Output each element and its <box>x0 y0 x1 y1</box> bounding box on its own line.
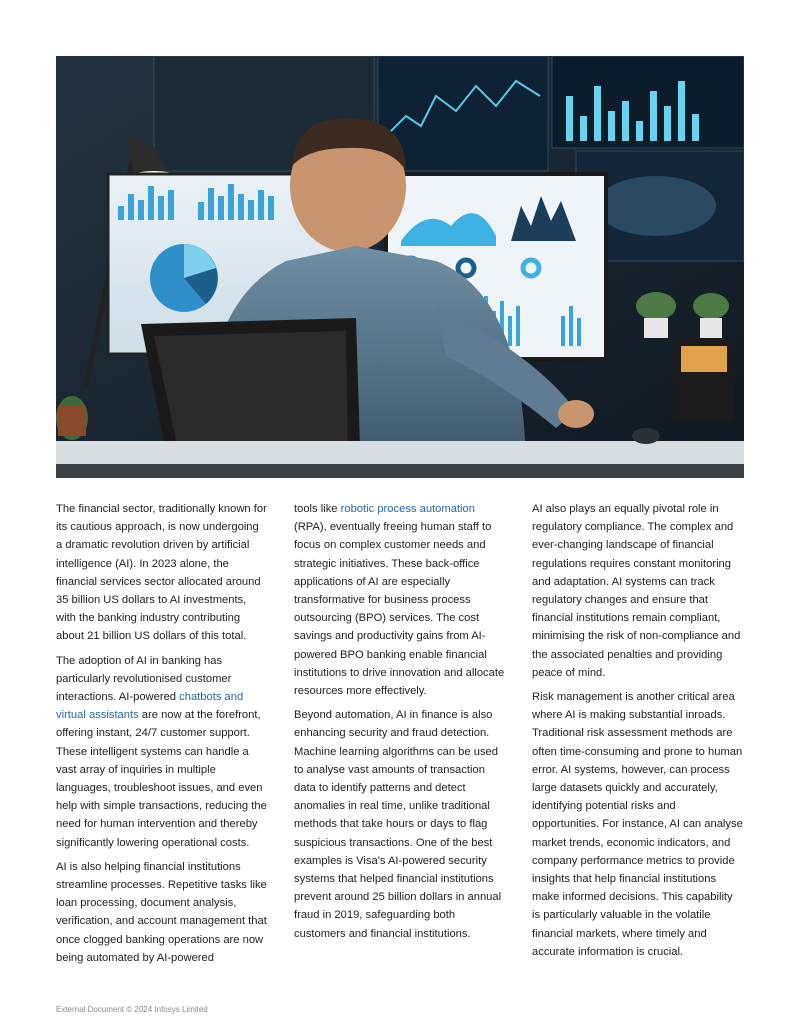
paragraph <box>56 858 267 967</box>
paragraph-text: The financial sector, traditionally known for its cautious approach, is now undergoing a dramatic revolution driven by artificial intelligence (AI). In 2023 alone, the financial services sector allocated around 35 billion US dollars to AI investments, with the banking industry contributing about 21 billion US dollars of this total. <box>56 503 267 643</box>
paragraph-text: Risk management is another critical area where AI is making substantial inroads. Traditional risk assessment methods are often time-consuming and prone to human error. AI systems, however, can process large datasets quickly and accurately, identifying potential risks and opportunities. For instance, AI can analyse market trends, economic indicators, and company performance metrics to provide insights that help financial institutions make informed decisions. This capability is particularly valuable in the volatile financial markets, where timely and accurate information is crucial. <box>532 691 743 958</box>
paragraph-text: (RPA), eventually freeing human staff to focus on complex customer needs and strategic initiatives. These back-office applications of AI are especially transformative for business process outsourcing (BPO) services. The cost savings and productivity gains from AI-powered BPO banking enable financial institutions to drive innovation and allocate resources more effectively. <box>294 521 505 698</box>
column-right <box>532 500 743 973</box>
article-columns <box>56 500 744 973</box>
paragraph-text: The adoption of AI in banking has particularly revolutionised customer interactions. AI-powered <box>56 654 232 704</box>
column-middle <box>294 500 505 973</box>
column-left <box>56 500 267 973</box>
rpa-link[interactable]: robotic process automation <box>340 503 475 515</box>
paragraph <box>294 500 505 700</box>
analyst-at-monitors-photo <box>56 56 744 478</box>
paragraph-text: are now at the forefront, offering instant, 24/7 customer support. These intelligent systems can handle a vast array of inquiries in multiple languages, troubleshoot issues, and even help with simple transactions, reducing the need for human intervention and thereby significantly lowering operational costs. <box>56 709 267 849</box>
footer-copyright: External Document © 2024 Infosys Limited <box>56 1005 208 1014</box>
hero-image <box>56 56 744 478</box>
paragraph <box>532 500 743 682</box>
paragraph <box>532 688 743 961</box>
paragraph-text: AI is also helping financial institutions streamline processes. Repetitive tasks like loan processing, document analysis, verification, and account management that once clogged banking operations are now being automated by AI-powered <box>56 860 267 964</box>
paragraph <box>294 706 505 943</box>
chatbots-link[interactable]: chatbots and virtual assistants <box>56 691 244 722</box>
paragraph <box>56 652 267 852</box>
paragraph-text: AI also plays an equally pivotal role in regulatory compliance. The complex and ever-changing landscape of financial regulations requires constant monitoring and adaptation. AI systems can track regulatory changes and ensure that financial institutions remain compliant, minimising the risk of non-compliance and the associated penalties and providing peace of mind. <box>532 503 741 679</box>
paragraph <box>56 500 267 646</box>
paragraph-text: tools like <box>294 503 341 515</box>
paragraph-text: Beyond automation, AI in finance is also enhancing security and fraud detection. Machine learning algorithms can be used to analyse vast amounts of transaction data to identify patterns and detect anomalies in real time, unlike traditional methods that take hours or days to flag suspicious transactions. One of the best examples is Visa's AI-powered security systems that helped financial institutions prevent around 25 billion dollars in annual fraud in 2019, safeguarding both customers and financial institutions. <box>294 709 502 940</box>
